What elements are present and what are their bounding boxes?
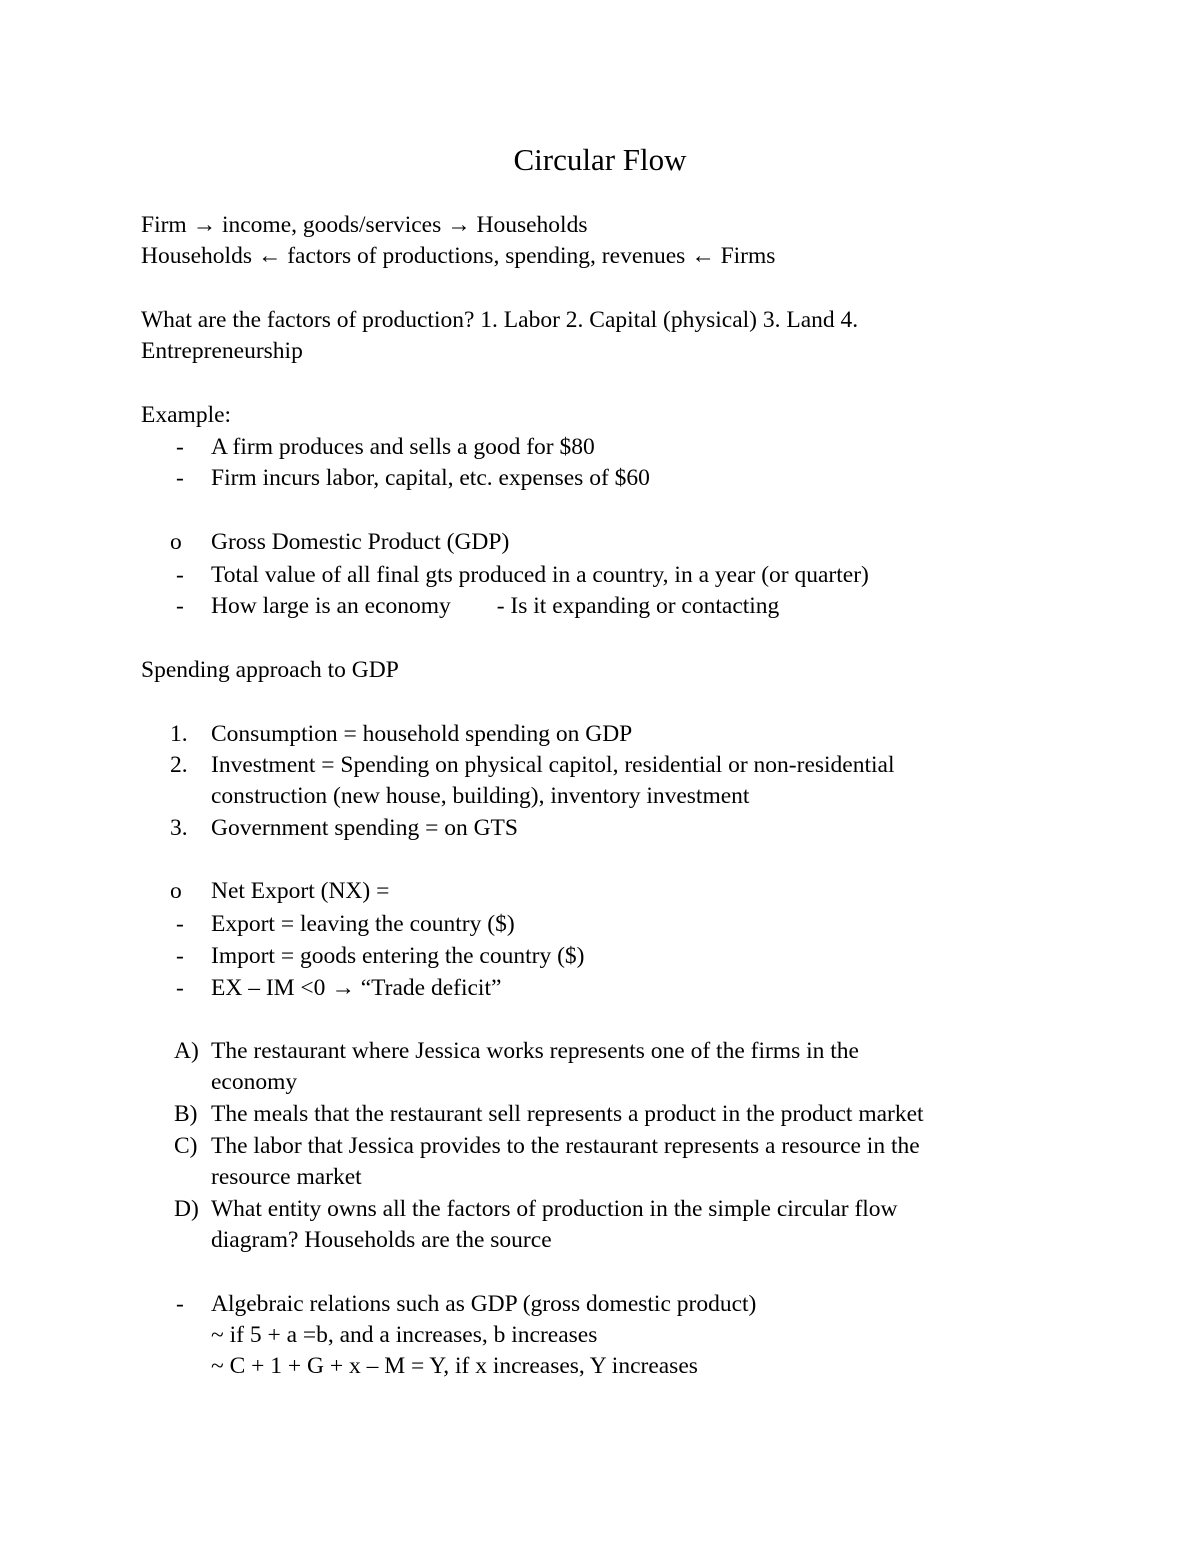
list-number: 2. <box>170 752 188 778</box>
gdp-heading: Gross Domestic Product (GDP) <box>211 529 510 555</box>
net-export-text: “Trade deficit” <box>354 975 502 1001</box>
list-letter: A) <box>174 1038 199 1064</box>
circle-bullet: o <box>170 529 182 555</box>
lettered-item: The labor that Jessica provides to the restaurant represents a resource in the <box>211 1133 920 1159</box>
net-export-heading: Net Export (NX) = <box>211 878 390 904</box>
lettered-item: The restaurant where Jessica works represents one of the firms in the <box>211 1038 859 1064</box>
flow-text: income, goods/services <box>216 212 448 238</box>
dash-bullet: - <box>176 465 184 491</box>
flow-line-firms-to-households <box>141 210 587 241</box>
dash-bullet: - <box>176 562 184 588</box>
flow-text: Firms <box>714 243 776 269</box>
arrow-left-icon: ← <box>257 243 282 269</box>
page-title: Circular Flow <box>513 142 687 177</box>
gdp-item-text: How large is an economy <box>211 593 451 619</box>
list-letter: C) <box>174 1133 198 1159</box>
arrow-right-icon: → <box>331 975 355 1001</box>
arrow-right-icon: → <box>447 212 471 238</box>
lettered-item-continued: diagram? Households are the source <box>211 1227 552 1253</box>
lettered-item-continued: resource market <box>211 1164 362 1190</box>
dash-bullet: - <box>176 434 184 460</box>
dash-bullet: - <box>176 975 184 1001</box>
net-export-text: EX – IM <0 <box>211 975 332 1001</box>
algebra-example: ~ C + 1 + G + x – M = Y, if x increases, Y increases <box>211 1353 698 1379</box>
list-letter: B) <box>174 1101 198 1127</box>
dash-bullet: - <box>176 911 184 937</box>
list-letter: D) <box>174 1196 199 1222</box>
arrow-left-icon: ← <box>691 243 715 269</box>
spending-item-continued: construction (new house, building), inventory investment <box>211 783 750 809</box>
example-item: Firm incurs labor, capital, etc. expenses of $60 <box>211 465 650 491</box>
algebra-item: Algebraic relations such as GDP (gross domestic product) <box>211 1291 757 1317</box>
factors-continued: Entrepreneurship <box>141 338 303 364</box>
arrow-right-icon: → <box>192 212 217 238</box>
lettered-item-continued: economy <box>211 1069 298 1095</box>
flow-text: Households <box>470 212 588 238</box>
lettered-item: The meals that the restaurant sell represents a product in the product market <box>211 1101 924 1127</box>
flow-text: Households <box>141 243 258 269</box>
spending-heading: Spending approach to GDP <box>141 657 399 683</box>
spending-item: Investment = Spending on physical capitol, residential or non-residential <box>211 752 895 778</box>
flow-text: factors of productions, spending, revenues <box>281 243 692 269</box>
list-number: 1. <box>170 721 188 747</box>
flow-text: Firm <box>141 212 193 238</box>
net-export-item: Import = goods entering the country ($) <box>211 943 585 969</box>
algebra-example: ~ if 5 + a =b, and a increases, b increases <box>211 1322 598 1348</box>
dash-bullet: - <box>176 1291 184 1317</box>
spending-item: Government spending = on GTS <box>211 815 518 841</box>
gdp-item: Total value of all final gts produced in a country, in a year (or quarter) <box>211 562 869 588</box>
factors-question: What are the factors of production? 1. Labor 2. Capital (physical) 3. Land 4. <box>141 307 859 333</box>
flow-line-households-to-firms <box>141 241 775 272</box>
example-heading: Example: <box>141 402 232 428</box>
gdp-item <box>211 591 779 622</box>
gdp-item-extra: - Is it expanding or contacting <box>496 593 780 619</box>
dash-bullet: - <box>176 593 184 619</box>
dash-bullet: - <box>176 943 184 969</box>
net-export-item <box>211 973 501 1004</box>
circle-bullet: o <box>170 878 182 904</box>
example-item: A firm produces and sells a good for $80 <box>211 434 595 460</box>
spending-item: Consumption = household spending on GDP <box>211 721 633 747</box>
list-number: 3. <box>170 815 188 841</box>
net-export-item: Export = leaving the country ($) <box>211 911 515 937</box>
lettered-item: What entity owns all the factors of production in the simple circular flow <box>211 1196 898 1222</box>
